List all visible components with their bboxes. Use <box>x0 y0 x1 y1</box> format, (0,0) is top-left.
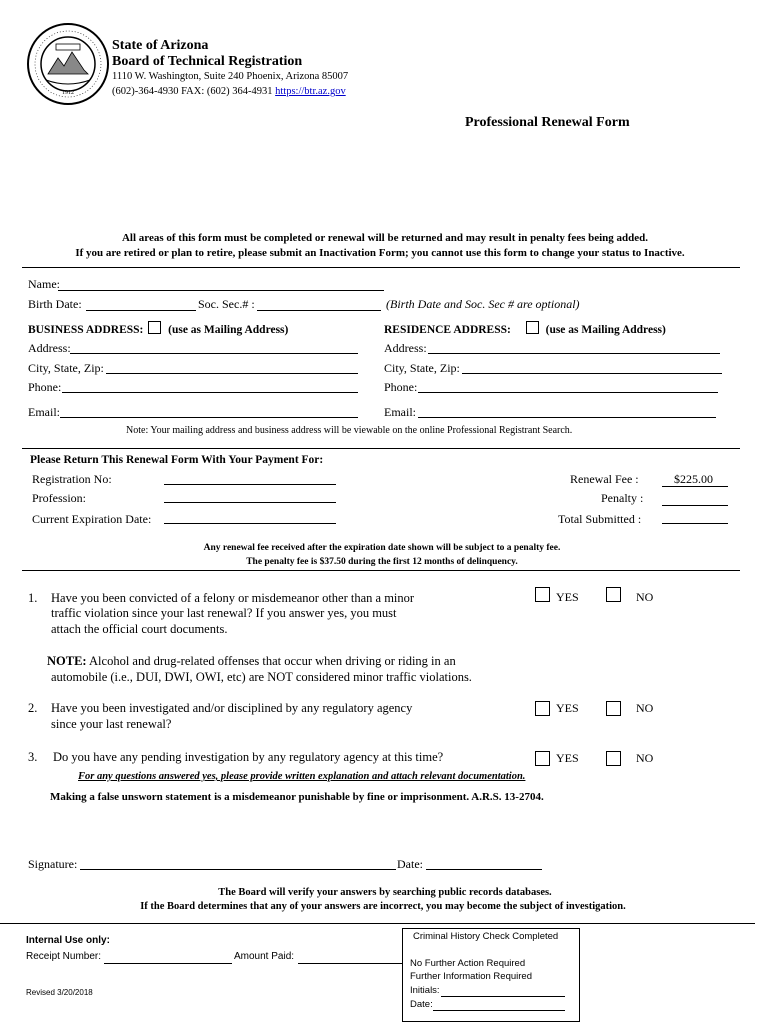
criminal-history-title: Criminal History Check Completed <box>413 931 559 942</box>
business-city-label: City, State, Zip: <box>28 361 104 375</box>
divider <box>22 448 740 449</box>
board-name: Board of Technical Registration <box>112 54 303 69</box>
initials-label: Initials: <box>410 985 440 996</box>
question-1-no-label: NO <box>636 590 654 604</box>
profession-label: Profession: <box>32 491 86 505</box>
internal-use-header: Internal Use only: <box>26 935 110 946</box>
business-city-field[interactable] <box>106 373 358 374</box>
payment-header: Please Return This Renewal Form With Your Payment For: <box>30 454 324 466</box>
question-3-number: 3. <box>28 750 38 764</box>
signature-label: Signature: <box>28 857 78 871</box>
business-mailing-checkbox[interactable] <box>148 321 161 334</box>
question-3-yes-checkbox[interactable] <box>535 751 550 766</box>
explanation-instruction: For any questions answered yes, please provide written explanation and attach relevant documentation. <box>78 771 526 782</box>
residence-city-label: City, State, Zip: <box>384 361 460 375</box>
receipt-number-label: Receipt Number: <box>26 951 102 962</box>
agency-name: State of Arizona <box>112 38 209 53</box>
penalty-label: Penalty : <box>601 491 644 505</box>
question-1-number: 1. <box>28 591 38 605</box>
total-submitted-label: Total Submitted : <box>558 512 642 526</box>
total-submitted-field[interactable] <box>662 523 728 524</box>
birth-date-field[interactable] <box>86 310 196 311</box>
penalty-note-1: Any renewal fee received after the expiration date shown will be subject to a penalty fee. <box>203 543 561 553</box>
divider <box>22 267 740 268</box>
residence-address-header <box>384 321 666 336</box>
question-1-line-2: traffic violation since your last renewal? If you answer yes, you must <box>51 606 397 620</box>
note-label: NOTE: <box>47 654 87 668</box>
signature-date-label: Date: <box>397 857 423 871</box>
profession-field[interactable] <box>164 502 336 503</box>
signature-field[interactable] <box>80 869 396 870</box>
expiration-label: Current Expiration Date: <box>32 512 152 526</box>
board-address: 1110 W. Washington, Suite 240 Phoenix, Arizona 85007 <box>112 71 349 82</box>
state-seal-logo <box>26 22 110 106</box>
initials-field[interactable] <box>441 996 565 997</box>
question-3-no-checkbox[interactable] <box>606 751 621 766</box>
business-email-field[interactable] <box>60 417 358 418</box>
divider <box>0 923 755 924</box>
residence-email-label: Email: <box>384 405 416 419</box>
divider <box>22 570 740 571</box>
question-3-yes-label: YES <box>556 751 579 765</box>
question-1-line-1: Have you been convicted of a felony or misdemeanor other than a minor <box>51 591 415 605</box>
seal-year: 1912 <box>62 90 74 96</box>
name-field[interactable] <box>58 290 384 291</box>
business-phone-label: Phone: <box>28 380 62 394</box>
expiration-field[interactable] <box>164 523 336 524</box>
intro-line-1: All areas of this form must be completed or renewal will be returned and may result in penalty fees being added. <box>121 232 649 244</box>
business-address-header <box>28 321 288 336</box>
phone-fax: (602)-364-4930 FAX: (602) 364-4931 <box>112 86 273 97</box>
residence-mailing-checkbox[interactable] <box>526 321 539 334</box>
verify-note-2: If the Board determines that any of your answers are incorrect, you may become the subject of investigation. <box>140 901 626 912</box>
question-2-yes-label: YES <box>556 701 579 715</box>
question-3-line-1: Do you have any pending investigation by any regulatory agency at this time? <box>53 750 444 764</box>
website-link[interactable]: https://btr.az.gov <box>275 86 346 97</box>
verify-note-1: The Board will verify your answers by searching public records databases. <box>218 887 552 898</box>
renewal-fee-label: Renewal Fee : <box>570 472 639 486</box>
staff-date-field[interactable] <box>433 1010 565 1011</box>
penalty-field[interactable] <box>662 505 728 506</box>
question-2-number: 2. <box>28 701 38 715</box>
name-label: Name: <box>28 277 60 291</box>
question-1-yes-checkbox[interactable] <box>535 587 550 602</box>
staff-date-label: Date: <box>410 999 433 1010</box>
residence-city-field[interactable] <box>462 373 722 374</box>
question-2-yes-checkbox[interactable] <box>535 701 550 716</box>
business-email-label: Email: <box>28 405 60 419</box>
amount-paid-field[interactable] <box>298 963 402 964</box>
receipt-number-field[interactable] <box>104 963 232 964</box>
criminal-history-box <box>402 928 580 1022</box>
question-1-no-checkbox[interactable] <box>606 587 621 602</box>
residence-address-label: RESIDENCE ADDRESS: <box>384 324 511 336</box>
question-2-line-1: Have you been investigated and/or disciplined by any regulatory agency <box>51 701 413 715</box>
residence-phone-field[interactable] <box>418 392 718 393</box>
revised-date: Revised 3/20/2018 <box>26 988 93 997</box>
question-2-no-checkbox[interactable] <box>606 701 621 716</box>
false-statement-warning: Making a false unsworn statement is a misdemeanor punishable by fine or imprisonment. A.R.S. 13-2704. <box>50 791 544 803</box>
renewal-fee-line <box>662 486 728 487</box>
ssn-label: Soc. Sec.# : <box>198 297 255 311</box>
residence-address-label-text: Address: <box>384 341 427 355</box>
business-phone-field[interactable] <box>62 392 358 393</box>
question-2-line-2: since your last renewal? <box>51 717 172 731</box>
residence-phone-label: Phone: <box>384 380 418 394</box>
ssn-field[interactable] <box>257 310 381 311</box>
residence-mailing-label: (use as Mailing Address) <box>545 324 666 336</box>
no-further-action-label: No Further Action Required <box>410 958 526 969</box>
business-address-field[interactable] <box>70 353 358 354</box>
note-text: Alcohol and drug-related offenses that occur when driving or riding in an <box>86 654 456 668</box>
question-2-no-label: NO <box>636 701 654 715</box>
question-3-no-label: NO <box>636 751 654 765</box>
signature-date-field[interactable] <box>426 869 542 870</box>
note-line-1 <box>47 654 456 669</box>
question-1-line-3: attach the official court documents. <box>51 622 228 636</box>
business-mailing-label: (use as Mailing Address) <box>168 324 289 336</box>
business-address-label-text: Address: <box>28 341 71 355</box>
question-1-yes-label: YES <box>556 590 579 604</box>
further-info-label: Further Information Required <box>410 971 532 982</box>
residence-email-field[interactable] <box>418 417 716 418</box>
amount-paid-label: Amount Paid: <box>234 951 295 962</box>
mailing-address-note: Note: Your mailing address and business address will be viewable on the online Professional Registrant Search. <box>126 425 573 436</box>
registration-no-label: Registration No: <box>32 472 112 486</box>
business-address-label: BUSINESS ADDRESS: <box>28 324 144 336</box>
renewal-fee-value: $225.00 <box>674 472 713 486</box>
note-line-2: automobile (i.e., DUI, DWI, OWI, etc) are NOT considered minor traffic violations. <box>51 670 472 684</box>
birth-date-label: Birth Date: <box>28 297 82 311</box>
residence-address-field[interactable] <box>428 353 720 354</box>
board-contact <box>112 86 346 97</box>
penalty-note-2: The penalty fee is $37.50 during the first 12 months of delinquency. <box>246 557 518 567</box>
form-title: Professional Renewal Form <box>465 115 630 130</box>
optional-note: (Birth Date and Soc. Sec # are optional) <box>386 297 580 311</box>
intro-line-2: If you are retired or plan to retire, please submit an Inactivation Form; you cannot use this form to change your status to Inactive. <box>75 247 685 259</box>
registration-no-field[interactable] <box>164 484 336 485</box>
